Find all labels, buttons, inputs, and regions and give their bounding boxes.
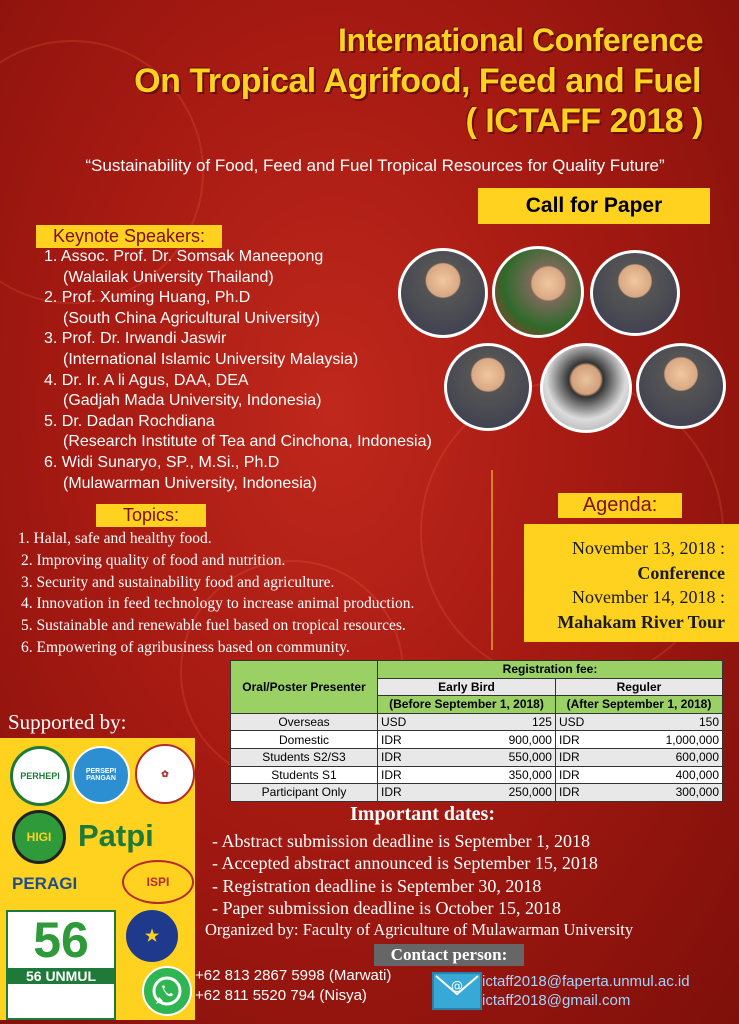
email-2[interactable]: ictaff2018@gmail.com	[482, 991, 631, 1009]
table-header-early: Early Bird	[378, 678, 556, 696]
phone-1[interactable]: +62 813 2867 5998 (Marwati)	[195, 967, 392, 984]
speaker-photo	[590, 250, 680, 336]
ispi-logo: ISPI	[122, 860, 194, 904]
topic-item: 5. Sustainable and renewable fuel based on tropical resources.	[21, 617, 406, 635]
date-item: - Abstract submission deadline is September 1, 2018	[212, 831, 590, 851]
table-row: Overseas USD 125 USD 150	[231, 713, 723, 731]
keynote-label: Keynote Speakers:	[36, 225, 222, 248]
call-for-paper-banner: Call for Paper	[478, 188, 710, 224]
speaker-item: 4. Dr. Ir. A li Agus, DAA, DEA (Gadjah Mada University, Indonesia)	[44, 371, 322, 410]
phone-2[interactable]: +62 811 5520 794 (Nisya)	[195, 987, 367, 1004]
agenda-box	[524, 524, 739, 642]
topics-label: Topics:	[96, 504, 206, 527]
supported-by-label: Supported by:	[8, 710, 127, 734]
university-seal-logo: ★	[124, 908, 180, 964]
title-line-2: On Tropical Agrifood, Feed and Fuel	[134, 62, 701, 100]
organizer-text: Organized by: Faculty of Agriculture of Mulawarman University	[205, 920, 634, 939]
speaker-photo	[492, 246, 584, 338]
persepi-logo: PERSEPI PANGAN	[72, 746, 130, 804]
speaker-item: 2. Prof. Xuming Huang, Ph.D (South China Agricultural University)	[44, 289, 320, 327]
perhepi-logo: PERHEPI	[10, 746, 70, 806]
table-header-regular-note: (After September 1, 2018)	[555, 696, 722, 714]
table-header-category: Oral/Poster Presenter	[231, 661, 378, 714]
table-header-title: Registration fee:	[378, 661, 723, 679]
date-item: - Registration deadline is September 30, 2018	[212, 875, 542, 896]
table-row: Domestic IDR 900,000 IDR 1,000,000	[231, 731, 723, 749]
agenda-date-2: November 14, 2018 :	[572, 587, 725, 607]
unmul-anniversary-logo: 56 56 UNMUL	[6, 910, 116, 1020]
topic-item: 1. Halal, safe and healthy food.	[18, 530, 212, 547]
svg-text:@: @	[451, 979, 463, 993]
whatsapp-icon	[142, 966, 192, 1016]
speaker-photo	[444, 343, 532, 431]
topic-item: 4. Innovation in feed technology to increase animal production.	[21, 595, 415, 613]
date-item: - Accepted abstract announced is September 15, 2018	[212, 853, 598, 874]
speaker-item: 5. Dr. Dadan Rochdiana (Research Institute of Tea and Cinchona, Indonesia)	[44, 412, 432, 451]
speaker-item: 6. Widi Sunaryo, SP., M.Si., Ph.D (Mulawarman University, Indonesia)	[44, 453, 318, 492]
date-item: - Paper submission deadline is October 15, 2018	[212, 897, 561, 918]
contact-label: Contact person:	[374, 944, 524, 966]
table-header-regular: Reguler	[555, 678, 722, 696]
agenda-event-2: Mahakam River Tour	[557, 611, 725, 632]
higi-logo: HIGI	[12, 810, 66, 864]
topic-item: 2. Improving quality of food and nutrition.	[21, 551, 286, 569]
agenda-event-1: Conference	[637, 562, 725, 583]
registration-fee-table	[230, 660, 723, 802]
table-row: Participant Only IDR 250,000 IDR 300,000	[231, 784, 723, 802]
agenda-date-1: November 13, 2018 :	[572, 538, 725, 558]
speaker-photo	[398, 248, 488, 338]
table-row: Students S1 IDR 350,000 IDR 400,000	[231, 766, 723, 784]
phone-numbers	[195, 966, 391, 1006]
topic-item: 6. Empowering of agribusiness based on community.	[21, 638, 350, 656]
email-icon	[432, 972, 482, 1010]
table-header-early-note: (Before September 1, 2018)	[378, 696, 556, 714]
peragi-logo: PERAGI	[12, 874, 78, 893]
indonesia-map-logo: ✿	[135, 744, 195, 804]
speaker-photo	[636, 343, 726, 429]
topic-item: 3. Security and sustainability food and agriculture.	[21, 573, 335, 591]
patpi-logo: Patpi	[78, 818, 154, 853]
theme-text: “Sustainability of Food, Feed and Fuel Tropical Resources for Quality Future”	[85, 156, 665, 175]
important-dates-list	[212, 830, 598, 919]
speaker-item: 1. Assoc. Prof. Dr. Somsak Maneepong (Walailak University Thailand)	[44, 248, 324, 286]
important-dates-label: Important dates:	[350, 803, 495, 825]
title-line-3: ( ICTAFF 2018 )	[465, 102, 703, 140]
agenda-label: Agenda:	[558, 493, 682, 518]
title-line-1: International Conference	[338, 22, 703, 58]
email-addresses	[482, 973, 690, 1010]
speaker-item: 3. Prof. Dr. Irwandi Jaswir (International Islamic University Malaysia)	[44, 330, 359, 368]
topics-list	[18, 528, 518, 659]
speaker-photo	[540, 343, 632, 433]
email-1[interactable]: ictaff2018@faperta.unmul.ac.id	[482, 973, 690, 990]
table-row: Students S2/S3 IDR 550,000 IDR 600,000	[231, 748, 723, 766]
